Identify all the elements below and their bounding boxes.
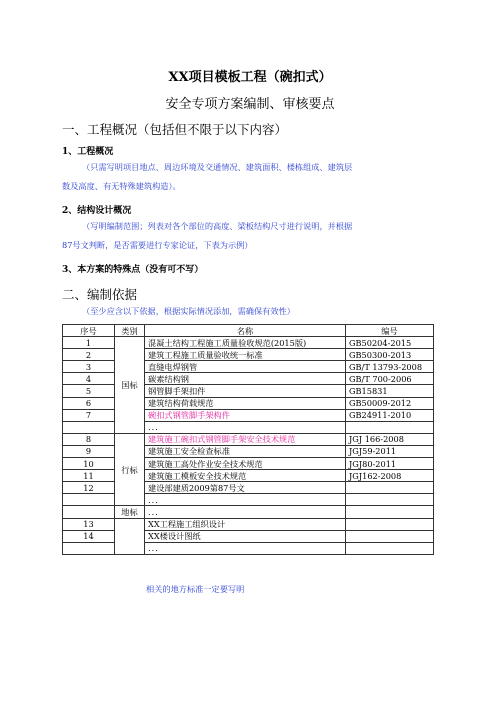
row-name: XX楼设计图纸 xyxy=(145,530,346,542)
table-row xyxy=(63,506,434,518)
row-no: 9 xyxy=(63,445,115,457)
row-code xyxy=(346,494,434,506)
row-code: GB/T 13793-2008 xyxy=(346,361,434,373)
row-no xyxy=(63,542,115,554)
row-name: 碳素结构钢 xyxy=(145,373,346,385)
row-code xyxy=(346,530,434,542)
row-name: 混凝土结构工程施工质量验收规范(2015版) xyxy=(145,337,346,349)
item2-note-line1: （写明编制范围；列表对各个部位的高度、梁板结构尺寸进行说明，并根据 xyxy=(82,221,353,231)
section2-note: （至少应含以下依据，根据实际情况添加，需确保有效性） xyxy=(82,306,295,316)
document-subtitle: 安全专项方案编制、审核要点 xyxy=(165,97,335,112)
row-no xyxy=(63,506,115,518)
ellipsis: ... xyxy=(145,506,346,518)
row-no: 11 xyxy=(63,470,115,482)
header-category: 类别 xyxy=(115,325,145,337)
references-table xyxy=(62,324,434,555)
row-code: JGJ 166-2008 xyxy=(346,433,434,445)
row-no: 5 xyxy=(63,385,115,397)
header-name: 名称 xyxy=(145,325,346,337)
row-no xyxy=(63,494,115,506)
row-name: 直缝电焊钢管 xyxy=(145,361,346,373)
item2-heading: 2、结构设计概况 xyxy=(62,206,132,216)
item3-heading: 3、本方案的特殊点（没有可不写） xyxy=(62,265,204,275)
row-code xyxy=(346,518,434,530)
row-code: JGJ59-2011 xyxy=(346,445,434,457)
footer-note: 相关的地方标准一定要写明 xyxy=(146,584,245,594)
ellipsis: ... xyxy=(145,542,346,554)
row-no: 12 xyxy=(63,482,115,494)
row-code: GB50300-2013 xyxy=(346,349,434,361)
row-name: 建筑施工安全检查标准 xyxy=(145,445,346,457)
document-title: XX项目模板工程（碗扣式） xyxy=(168,70,332,85)
row-name: 建设部建质2009第87号文 xyxy=(145,482,346,494)
row-code: GB/T 700-2006 xyxy=(346,373,434,385)
row-no: 4 xyxy=(63,373,115,385)
category-cell-empty xyxy=(115,518,145,554)
table-row xyxy=(63,433,434,445)
category-cell: 国标 xyxy=(115,337,145,434)
category-cell: 行标 xyxy=(115,433,145,506)
header-code: 编号 xyxy=(346,325,434,337)
table-row xyxy=(63,337,434,349)
row-name: 建筑工程施工质量验收统一标准 xyxy=(145,349,346,361)
row-name: XX工程施工组织设计 xyxy=(145,518,346,530)
ellipsis: ... xyxy=(145,494,346,506)
row-no xyxy=(63,421,115,433)
row-code xyxy=(346,482,434,494)
table-row xyxy=(63,518,434,530)
row-name: 钢管脚手架扣件 xyxy=(145,385,346,397)
row-no: 13 xyxy=(63,518,115,530)
item1-note-line1: （只需写明项目地点、周边环境及交通情况、建筑面积、楼栋组成、建筑层 xyxy=(82,162,353,172)
row-no: 1 xyxy=(63,337,115,349)
item1-heading: 1、工程概况 xyxy=(62,147,114,157)
row-code: JGJ80-2011 xyxy=(346,458,434,470)
ellipsis: ... xyxy=(145,421,346,433)
header-no: 序号 xyxy=(63,325,115,337)
row-name: 建筑结构荷载规范 xyxy=(145,397,346,409)
section2-heading: 二、编制依据 xyxy=(62,287,138,302)
row-no: 7 xyxy=(63,409,115,421)
row-name-highlighted: 碗扣式钢管脚手架构件 xyxy=(145,409,346,421)
row-no: 8 xyxy=(63,433,115,445)
item2-note-line2: 87号文判断，是否需要进行专家论证，下表为示例） xyxy=(62,240,253,250)
section1-heading: 一、工程概况（包括但不限于以下内容） xyxy=(62,122,288,137)
row-code xyxy=(346,421,434,433)
row-no: 10 xyxy=(63,458,115,470)
row-no: 3 xyxy=(63,361,115,373)
category-cell: 地标 xyxy=(115,506,145,518)
row-name-highlighted: 建筑施工碗扣式钢管脚手架安全技术规范 xyxy=(145,433,346,445)
row-name: 建筑施工模板安全技术规范 xyxy=(145,470,346,482)
row-no: 6 xyxy=(63,397,115,409)
row-code: GB50009-2012 xyxy=(346,397,434,409)
row-code xyxy=(346,542,434,554)
row-no: 14 xyxy=(63,530,115,542)
row-name: 建筑施工高处作业安全技术规范 xyxy=(145,458,346,470)
row-code: GB15831 xyxy=(346,385,434,397)
row-code: GB24911-2010 xyxy=(346,409,434,421)
item1-note-line2: 数及高度、有无特殊建筑构造）。 xyxy=(62,181,181,191)
row-code: JGJ162-2008 xyxy=(346,470,434,482)
row-code xyxy=(346,506,434,518)
row-no: 2 xyxy=(63,349,115,361)
table-header-row xyxy=(63,325,434,337)
row-code: GB50204-2015 xyxy=(346,337,434,349)
